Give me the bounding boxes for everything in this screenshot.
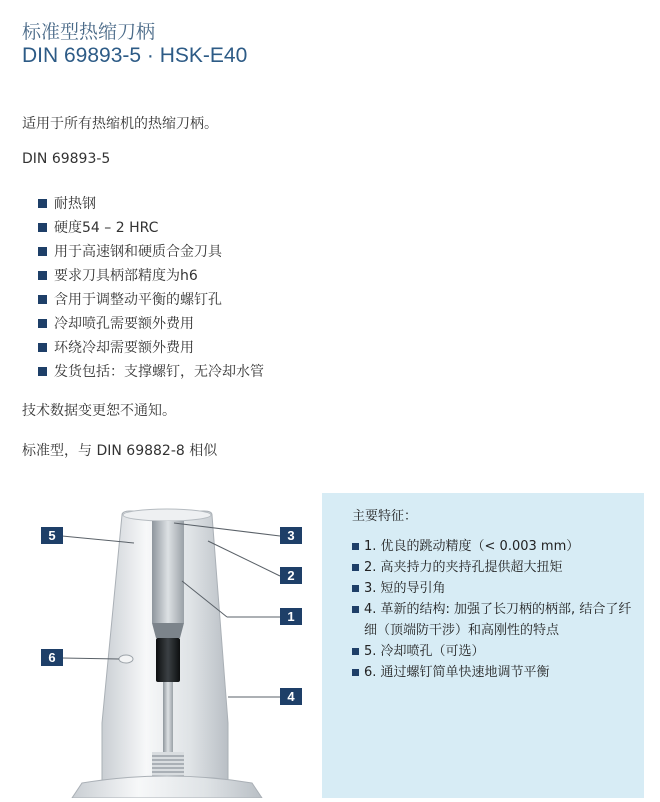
- list-item: [38, 216, 264, 240]
- intro-text: 适用于所有热缩机的热缩刀柄。: [22, 116, 218, 132]
- bullet-square-icon: [38, 295, 47, 304]
- bullet-square-icon: [38, 271, 47, 280]
- bullet-square-icon: [38, 247, 47, 256]
- bullet-square-icon: [352, 648, 359, 655]
- feature-text: 含用于调整动平衡的螺钉孔: [54, 292, 222, 308]
- list-item: [38, 288, 264, 312]
- list-item: [352, 578, 642, 599]
- key-feature-text: 2. 高夹持力的夹持孔提供超大扭矩: [364, 560, 563, 575]
- feature-text: 冷却喷孔需要额外费用: [54, 316, 194, 332]
- key-features-list: [352, 536, 642, 683]
- bullet-square-icon: [352, 543, 359, 550]
- list-item: [38, 192, 264, 216]
- feature-text: 环绕冷却需要额外费用: [54, 340, 194, 356]
- svg-text:4: 4: [287, 689, 295, 704]
- standard-text: DIN 69893-5: [22, 151, 111, 167]
- key-feature-text: 4. 革新的结构: 加强了长刀柄的柄部, 结合了纤细（顶端防干涉）和高刚性的特点: [364, 602, 632, 638]
- list-item: [38, 312, 264, 336]
- holder-top: [123, 509, 211, 521]
- callout-6: [41, 649, 63, 666]
- feature-text: 硬度54 – 2 HRC: [54, 220, 159, 236]
- bullet-square-icon: [38, 319, 47, 328]
- svg-text:1: 1: [287, 609, 295, 624]
- key-feature-text: 1. 优良的跳动精度（< 0.003 mm）: [364, 539, 580, 554]
- bullet-square-icon: [352, 669, 359, 676]
- callout-4: [280, 688, 302, 705]
- callout-1: [280, 608, 302, 625]
- bullet-square-icon: [38, 367, 47, 376]
- svg-text:5: 5: [48, 528, 56, 543]
- list-item: [38, 336, 264, 360]
- callout-5: [41, 527, 63, 544]
- list-item: [352, 641, 642, 662]
- list-item: [352, 599, 642, 641]
- bullet-square-icon: [38, 223, 47, 232]
- svg-text:6: 6: [48, 650, 56, 665]
- bullet-square-icon: [352, 585, 359, 592]
- list-item: [38, 360, 264, 384]
- feature-text: 用于高速钢和硬质合金刀具: [54, 244, 222, 260]
- svg-text:3: 3: [287, 528, 295, 543]
- callout-3: [280, 527, 302, 544]
- tool-holder-drawing: [22, 493, 322, 798]
- bullet-square-icon: [352, 606, 359, 613]
- key-feature-text: 3. 短的导引角: [364, 581, 446, 596]
- bullet-square-icon: [352, 564, 359, 571]
- list-item: [352, 662, 642, 683]
- list-item: [38, 240, 264, 264]
- callout-2: [280, 567, 302, 584]
- feature-list: [38, 192, 264, 384]
- support-screw: [156, 638, 180, 682]
- notice-text: 技术数据变更恕不通知。: [22, 403, 176, 419]
- feature-text: 耐热钢: [54, 196, 96, 212]
- key-features-panel: [322, 493, 644, 798]
- page-title-cn: 标准型热缩刀柄: [22, 21, 156, 43]
- feature-text: 要求刀具柄部精度为h6: [54, 268, 198, 284]
- tool-holder-illustration: [22, 493, 322, 798]
- svg-text:2: 2: [287, 568, 295, 583]
- page-title-en: DIN 69893-5 · HSK-E40: [22, 44, 248, 67]
- list-item: [352, 557, 642, 578]
- feature-text: 发货包括：支撑螺钉，无冷却水管: [54, 364, 264, 380]
- bullet-square-icon: [38, 199, 47, 208]
- list-item: [38, 264, 264, 288]
- figure: [22, 493, 644, 798]
- coolant-channel: [163, 682, 173, 752]
- key-features-title: 主要特征：: [352, 509, 418, 524]
- balancing-hole: [119, 655, 133, 663]
- clamping-bore: [152, 521, 184, 623]
- list-item: [352, 536, 642, 557]
- key-feature-text: 5. 冷却喷孔（可选）: [364, 644, 485, 659]
- similar-standard-text: 标准型，与 DIN 69882-8 相似: [22, 443, 218, 459]
- key-feature-text: 6. 通过螺钉简单快速地调节平衡: [364, 665, 550, 680]
- bullet-square-icon: [38, 343, 47, 352]
